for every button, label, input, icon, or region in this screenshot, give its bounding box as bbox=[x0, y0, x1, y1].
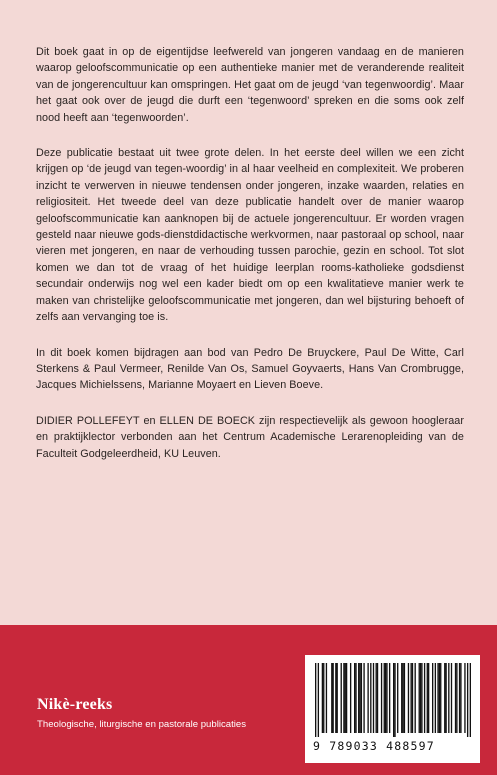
barcode-bar bbox=[376, 663, 377, 733]
barcode-digits: 9 789033 488597 bbox=[313, 739, 435, 753]
barcode-bar bbox=[322, 663, 323, 733]
barcode-bar bbox=[467, 663, 468, 737]
barcode-bar bbox=[455, 663, 456, 733]
paragraph-structure: Deze publicatie bestaat uit twee grote delen. In het eerste deel willen we een zicht krijgen op ‘de jeugd van tegen-woordig’ in al haar veelheid en complexiteit. We proberen inzicht te verwerven in nieuwe tendensen onder jongeren, inzake waarden, relaties en religiositeit. Het tweede deel van deze publicatie handelt over de manier waarop geloofscommunicatie kan aanknopen bij de actuele jongerencultuur. Er worden vragen gesteld naar nieuwe gods-dienstdidactische werkvormen, naar pastoraal op school, naar vieren met jongeren, en naar de verhouding tussen parochie, gezin en school. Tot slot komen we dan tot de vraag of het huidige leerplan rooms-katholieke godsdienst secundair onderwijs nog wel een kader biedt om op een kwalitatieve manier werk te maken van christelijke geloofscommunicatie met jongeren, dan wel bijsturing behoeft of zelfs aan vervanging toe is. bbox=[36, 147, 464, 324]
barcode-bar bbox=[346, 663, 347, 733]
barcode-bar bbox=[428, 663, 429, 733]
barcode-bar bbox=[427, 663, 428, 733]
barcode-bar bbox=[415, 663, 416, 733]
barcode-bar bbox=[354, 663, 355, 733]
barcode-bar bbox=[323, 663, 324, 733]
barcode-bar bbox=[318, 663, 319, 737]
barcode-bar bbox=[451, 663, 452, 733]
barcode-bar bbox=[326, 663, 327, 733]
barcode-bar bbox=[332, 663, 333, 733]
barcode-bar bbox=[363, 663, 364, 733]
barcode-bar bbox=[439, 663, 440, 733]
barcode-bar bbox=[389, 663, 390, 733]
barcode-bar bbox=[393, 663, 394, 737]
barcode-bar bbox=[402, 663, 403, 733]
barcode-bar bbox=[361, 663, 362, 733]
barcode-bar bbox=[355, 663, 356, 733]
barcode-bars bbox=[315, 663, 471, 737]
barcode-bar bbox=[420, 663, 421, 733]
barcode-bar bbox=[343, 663, 344, 733]
barcode-bar bbox=[345, 663, 346, 733]
barcode-bar bbox=[460, 663, 461, 733]
barcode-bar bbox=[370, 663, 371, 733]
barcode-bar bbox=[337, 663, 338, 733]
barcode-bar bbox=[410, 663, 411, 733]
barcode-bar bbox=[437, 663, 438, 733]
barcode-bar bbox=[367, 663, 368, 733]
barcode-bar bbox=[440, 663, 441, 733]
barcode-bar bbox=[381, 663, 382, 733]
barcode-bar bbox=[386, 663, 387, 733]
barcode-bar bbox=[432, 663, 433, 733]
barcode-bar bbox=[421, 663, 422, 733]
barcode-bar bbox=[419, 663, 420, 733]
barcode-bar bbox=[424, 663, 425, 733]
barcode-bar bbox=[377, 663, 378, 733]
barcode-bar bbox=[456, 663, 457, 733]
barcode bbox=[305, 655, 480, 763]
barcode-bar bbox=[358, 663, 359, 733]
barcode-bar bbox=[435, 663, 436, 733]
barcode-bar bbox=[335, 663, 336, 733]
barcode-bar bbox=[444, 663, 445, 733]
barcode-bar bbox=[373, 663, 374, 733]
barcode-bar bbox=[459, 663, 460, 733]
barcode-bar bbox=[397, 663, 398, 733]
series-title: Nikè-reeks bbox=[37, 696, 113, 713]
barcode-bar bbox=[341, 663, 342, 733]
paragraph-intro: Dit boek gaat in op de eigentijdse leefwereld van jongeren vandaag en de manieren waarop geloofscommunicatie op een authentieke manier met de veranderende realiteit van de jongerencultuur kan omspringen. Het gaat om de jeugd ‘van tegenwoordig’. Maar het gaat ook over de jeugd die durft een ‘tegenwoord’ spreken en die soms ook zelf nood heeft aan ‘tegenwoorden’. bbox=[36, 46, 464, 124]
paragraph-contributors: In dit boek komen bijdragen aan bod van Pedro De Bruyckere, Paul De Witte, Carl Sterkens & Paul Vermeer, Renilde Van Os, Samuel Goyvaerts, Hans Van Crombrugge, Jacques Michielssens, Marianne Moyaert en Lieven Boeve. bbox=[36, 346, 464, 392]
barcode-bar bbox=[445, 663, 446, 733]
barcode-bar bbox=[408, 663, 409, 733]
barcode-bar bbox=[448, 663, 449, 733]
barcode-bar bbox=[464, 663, 465, 733]
barcode-bar bbox=[350, 663, 351, 733]
barcode-bar bbox=[401, 663, 402, 733]
barcode-bar bbox=[470, 663, 471, 737]
barcode-bar bbox=[385, 663, 386, 733]
barcode-bar bbox=[384, 663, 385, 733]
barcode-bar bbox=[404, 663, 405, 733]
paragraph-editors: DIDIER POLLEFEYT en ELLEN DE BOECK zijn respectievelijk als gewoon hoogleraar en praktijklector verbonden aan het Centrum Academische Lerarenopleiding van de Faculteit Godgeleerdheid, KU Leuven. bbox=[36, 414, 464, 460]
barcode-bar bbox=[315, 663, 316, 737]
barcode-bar bbox=[412, 663, 413, 733]
barcode-bar bbox=[359, 663, 360, 733]
series-subtitle: Theologische, liturgische en pastorale publicaties bbox=[37, 719, 247, 730]
barcode-bar bbox=[394, 663, 395, 737]
barcode-bar bbox=[331, 663, 332, 733]
blurb-text bbox=[36, 44, 464, 481]
